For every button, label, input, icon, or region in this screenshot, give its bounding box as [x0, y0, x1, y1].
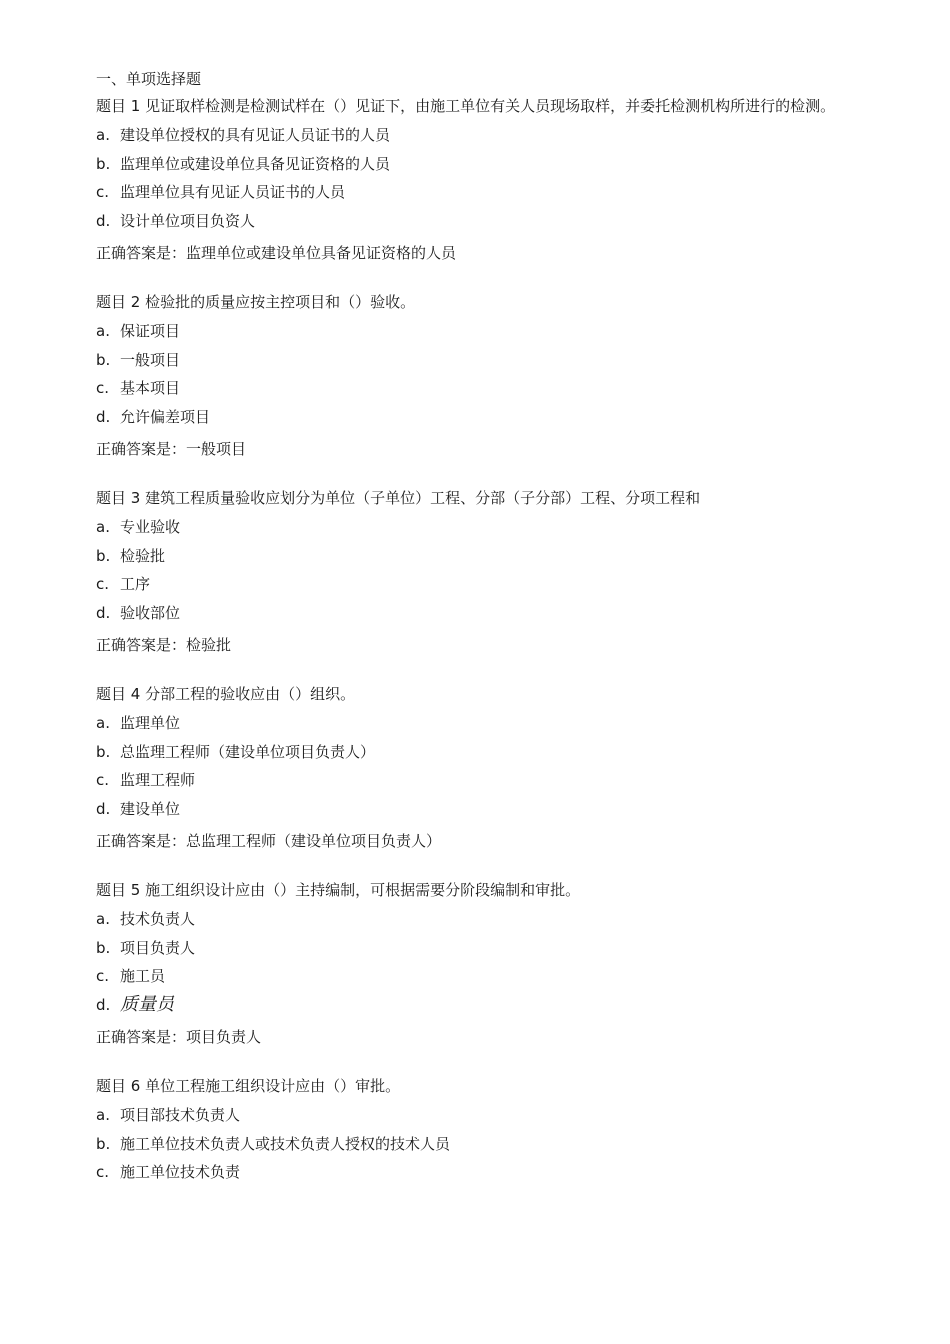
- option-b: [96, 346, 856, 375]
- option-text: 监理工程师: [120, 771, 196, 789]
- option-a: [96, 1101, 856, 1130]
- option-letter: a.: [96, 126, 110, 144]
- option-c: [96, 1158, 856, 1187]
- option-b: [96, 1130, 856, 1159]
- option-b: [96, 150, 856, 179]
- option-letter: d.: [96, 603, 111, 622]
- option-text: 专业验收: [120, 518, 181, 536]
- option-text: 设计单位项目负资人: [120, 211, 256, 230]
- option-text: 建设单位授权的具有见证人员证书的人员: [120, 126, 391, 144]
- option-letter: c.: [96, 183, 110, 201]
- correct-answer: 正确答案是：检验批: [96, 636, 232, 654]
- option-c: [96, 570, 856, 599]
- option-text: 施工员: [120, 967, 166, 985]
- option-letter: c.: [96, 379, 110, 397]
- option-d: [96, 599, 856, 628]
- document-body: [96, 66, 856, 1208]
- option-letter: a.: [96, 714, 110, 732]
- question-5: [96, 876, 856, 1051]
- section-title: 一、单项选择题: [96, 70, 202, 88]
- correct-answer: 正确答案是：项目负责人: [96, 1028, 262, 1046]
- option-text: 建设单位: [120, 799, 181, 818]
- question-stem: 题目 1 见证取样检测是检测试样在（）见证下，由施工单位有关人员现场取样，并委托检测机构所进行的检测。: [96, 97, 836, 115]
- option-c: [96, 374, 856, 403]
- option-text: 监理单位具有见证人员证书的人员: [120, 183, 346, 201]
- option-letter: b.: [96, 546, 111, 565]
- option-text: 验收部位: [120, 603, 181, 622]
- option-text: 施工单位技术负责人或技术负责人授权的技术人员: [120, 1134, 451, 1153]
- question-3: [96, 484, 856, 659]
- option-letter: b.: [96, 1134, 111, 1153]
- correct-answer: 正确答案是：总监理工程师（建设单位项目负责人）: [96, 832, 442, 850]
- option-b: [96, 542, 856, 571]
- correct-answer: 正确答案是：监理单位或建设单位具备见证资格的人员: [96, 244, 457, 262]
- option-letter: b.: [96, 154, 111, 173]
- option-letter: b.: [96, 350, 111, 369]
- option-letter: b.: [96, 742, 111, 761]
- question-stem: 题目 6 单位工程施工组织设计应由（）审批。: [96, 1077, 401, 1095]
- option-letter: c.: [96, 575, 110, 593]
- option-b: [96, 934, 856, 963]
- option-text: 项目负责人: [120, 938, 196, 957]
- option-c: [96, 962, 856, 991]
- question-6: [96, 1072, 856, 1187]
- option-a: [96, 905, 856, 934]
- option-letter: c.: [96, 967, 110, 985]
- correct-answer: 正确答案是：一般项目: [96, 440, 247, 458]
- option-letter: d.: [96, 211, 111, 230]
- option-d: [96, 991, 856, 1020]
- option-text: 监理单位或建设单位具备见证资格的人员: [120, 154, 391, 173]
- option-d: [96, 795, 856, 824]
- option-d: [96, 403, 856, 432]
- option-c: [96, 178, 856, 207]
- option-c: [96, 766, 856, 795]
- question-stem: 题目 3 建筑工程质量验收应划分为单位（子单位）工程、分部（子分部）工程、分项工程和: [96, 489, 701, 507]
- option-text: 总监理工程师（建设单位项目负责人）: [120, 742, 376, 761]
- option-letter: a.: [96, 322, 110, 340]
- option-text: 施工单位技术负责: [120, 1163, 241, 1181]
- question-stem: 题目 2 检验批的质量应按主控项目和（）验收。: [96, 293, 416, 311]
- option-letter: d.: [96, 799, 111, 818]
- option-letter: c.: [96, 771, 110, 789]
- option-text: 监理单位: [120, 714, 181, 732]
- option-a: [96, 513, 856, 542]
- question-stem: 题目 4 分部工程的验收应由（）组织。: [96, 685, 356, 703]
- option-letter: b.: [96, 938, 111, 957]
- option-letter: a.: [96, 910, 110, 928]
- option-text: 检验批: [120, 546, 166, 565]
- option-letter: d.: [96, 995, 111, 1014]
- option-letter: c.: [96, 1163, 110, 1181]
- option-letter: d.: [96, 407, 111, 426]
- option-text: 基本项目: [120, 379, 181, 397]
- option-text: 技术负责人: [120, 910, 196, 928]
- option-a: [96, 709, 856, 738]
- option-text: 保证项目: [120, 322, 181, 340]
- option-letter: a.: [96, 518, 110, 536]
- option-d: [96, 207, 856, 236]
- option-text: 允许偏差项目: [120, 407, 211, 426]
- question-4: [96, 680, 856, 855]
- option-text: 工序: [120, 575, 151, 593]
- option-a: [96, 317, 856, 346]
- question-2: [96, 288, 856, 463]
- option-b: [96, 738, 856, 767]
- option-text: 一般项目: [120, 350, 181, 369]
- option-text: 质量员: [120, 993, 174, 1015]
- option-text: 项目部技术负责人: [120, 1106, 241, 1124]
- option-a: [96, 121, 856, 150]
- question-stem: 题目 5 施工组织设计应由（）主持编制，可根据需要分阶段编制和审批。: [96, 881, 581, 899]
- question-1: [96, 92, 856, 267]
- option-letter: a.: [96, 1106, 110, 1124]
